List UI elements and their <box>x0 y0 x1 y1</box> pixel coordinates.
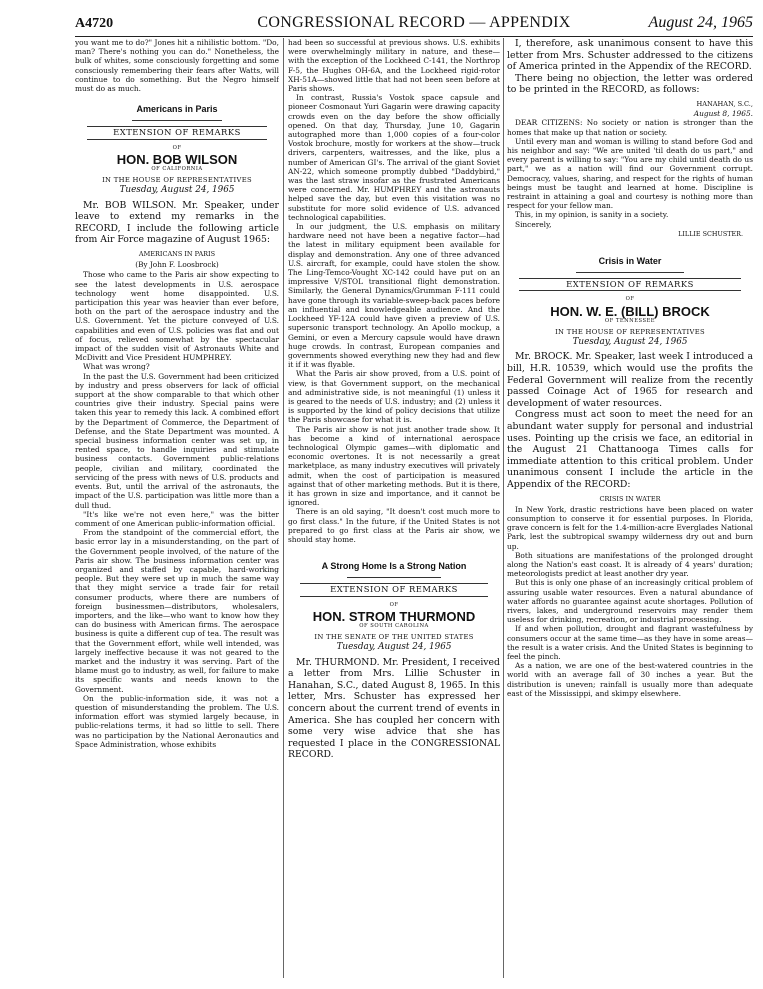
page-number: A4720 <box>75 16 114 31</box>
letter-paragraph: This, in my opinion, is sanity in a society. <box>515 210 669 220</box>
column-2 <box>288 38 500 978</box>
body-paragraph: In our judgment, the U.S. emphasis on military hardware need not have been a negative factor—had the latest in military equipment been available for display and demonstration. Any one of three advanced U.S. aircraft, for example, could have stolen the show. The Ling-Temco-Vought XC-142 could have put on an impressive V/STOL transitional flight demonstration. Similarly, the General Dynamics/Grumman F-111 could have gone through its variable-sweep-back paces before an influential and knowledgeable audience. And the Lockheed YF-12A could have given a preview of U.S. supersonic transport technology. An Apollo mockup, a Gemini, or even a Mercury capsule would have drawn huge crowds. In contrast, European companies and governments showed everything new they had and flew it if it was flyable. <box>288 222 500 370</box>
title-rule <box>347 577 440 578</box>
body-paragraph: But this is only one phase of an increasingly critical problem of assuring usable water resources. Even a natural abundance of water affords no guarantee against acute shortages. Pollution of rivers, lakes, and underground reservoirs may render them useless for drinking, recreation, or industrial processing. <box>507 578 753 625</box>
body-paragraph: In New York, drastic restrictions have been placed on water consumption to conserve it for essential purposes. In Florida, grave concern is felt for the 1.4-million-acre Everglades National Park, lest the subtropical swampy wilderness dry out and burn up. <box>507 504 753 551</box>
body-paragraph: There being no objection, the letter was ordered to be printed in the RECORD, as follows: <box>507 72 753 96</box>
body-paragraph: Both situations are manifestations of the prolonged drought along the Nation's east coast. It is already of 4 years' duration; meteorologists predict at least another dry year. <box>507 550 753 579</box>
article-title: A Strong Home Is a Strong Nation <box>321 561 467 572</box>
title-rule <box>132 120 222 121</box>
member-state: OF SOUTH CAROLINA <box>359 622 429 629</box>
body-paragraph: you want me to do?" Jones hit a nihilistic bottom. "Do, man? There's nothing you can do." Nonetheless, the bulk of whites, some consciously forgetting and some consciously remembering their fears after Watts, will continue to do something. But the Negro himself must do as much. <box>75 38 279 94</box>
chamber: IN THE SENATE OF THE UNITED STATES <box>314 633 474 642</box>
letter-place: HANAHAN, S.C., <box>696 99 753 108</box>
body-paragraph: had been so successful at previous shows. U.S. exhibits were overwhelmingly military in nature, and these—with the exception of the Lockheed C-141, the Northrop F-5, the Hughes OH-6A, and the Lockheed rigid-rotor XH-51A—showed little that had not been seen before at Paris shows. <box>288 38 500 94</box>
body-paragraph: If and when pollution, drought and flagrant wastefulness by consumers occur at the same time—as they have in some areas—the result is a water crisis. And the United States is beginning to feel the pinch. <box>507 624 753 662</box>
extension-of-remarks: EXTENSION OF REMARKS <box>87 126 267 139</box>
of-label: OF <box>172 144 182 151</box>
body-paragraph: There is an old saying, "It doesn't cost much more to go first class." In the future, if the United States is not prepared to go first class at the Paris air show, we should stay home. <box>288 507 500 544</box>
of-label: OF <box>625 296 635 303</box>
title-rule <box>576 272 684 273</box>
publication-title: CONGRESSIONAL RECORD — APPENDIX <box>257 14 571 31</box>
body-paragraph: What the Paris air show proved, from a U.S. point of view, is that Government support, on the mechanical and administrative side, is not meaningful (1) unless it is geared to the needs of U.S. industry; and (2) unless it is supported by the kind of policy decisions that utilize the Paris showcase for what it is. <box>288 369 500 425</box>
body-paragraph: The Paris air show is not just another trade show. It has become a kind of international aerospace technological Olympic games—with diplomatic and economic overtones. It is not necessarily a great marketplace, as many industry executives will privately admit, when the cost of participation is measured against that of other marketing methods. But it is there, it has grown in size and importance, and it cannot be ignored. <box>288 424 500 508</box>
lead-paragraph: Mr. BOB WILSON. Mr. Speaker, under leave to extend my remarks in the RECORD, I include the following article from Air Force magazine of August 1965: <box>75 199 279 246</box>
lead-paragraph: Mr. BROCK. Mr. Speaker, last week I introduced a bill, H.R. 10539, which would use the profits the Federal Government will realize from the recently passed Coinage Act of 1965 for research and development of water resources. <box>507 351 753 409</box>
lead-paragraph: Congress must act soon to meet the need for an abundant water supply for personal and industrial uses. Pointing up the crisis we face, an editorial in the August 21 Chattanooga Times calls for immediate attention to this critical problem. Under unanimous consent I include the article in the Appendix of the RECORD: <box>507 409 753 490</box>
sub-title: AMERICANS IN PARIS <box>138 250 216 259</box>
letter-paragraph: DEAR CITIZENS: No society or nation is stronger than the homes that make up that nation or society. <box>507 118 753 137</box>
of-label: OF <box>389 601 399 608</box>
byline: (By John F. Loosbrock) <box>135 260 219 270</box>
article-title: Americans in Paris <box>136 104 218 115</box>
body-paragraph: As a nation, we are one of the best-watered countries in the world with an average fall of 30 inches a year. But the distribution is uneven; rainfall is usually more than adequate east of the Mississippi, and skimpy elsewhere. <box>507 661 753 698</box>
page-header <box>75 10 753 36</box>
member-name: HON. STROM THURMOND <box>312 608 476 624</box>
column-3 <box>507 38 753 978</box>
lead-paragraph: Mr. THURMOND. Mr. President, I received a letter from Mrs. Lillie Schuster in Hanahan, S.C., dated August 8, 1965. In this letter, Mrs. Schuster has expressed her concern about the current trend of events in America. She has coupled her concern with some very wise advice that she has requested I place in the CONGRESSIONAL RECORD. <box>288 656 500 761</box>
issue-date: August 24, 1965 <box>648 14 753 31</box>
chamber: IN THE HOUSE OF REPRESENTATIVES <box>102 176 252 185</box>
body-paragraph: From the standpoint of the commercial effort, the basic error lay in a misunderstanding, on the part of the Government people involved, of the nature of the Paris air show. The business information center was organized and staffed by capable, hard-working people. But they were set up in much the same way that they might service a trade fair for retail consumer products, where there are numbers of foreign businessmen—distributors, wholesalers, importers, and the like—who want to know how they can do business with American firms. The aerospace business is quite a different cup of tea. The result was that the Government effort, while well intended, was largely ineffective because it was not geared to the market and the industry it was serving. Part of the blame must go to industry, as well, for failure to make its specific wants and needs known to the Government. <box>75 528 279 694</box>
header-rule <box>75 36 753 37</box>
letter-signature: LILLIE SCHUSTER. <box>678 229 743 238</box>
member-name: HON. W. E. (BILL) BROCK <box>550 303 710 319</box>
body-paragraph: I, therefore, ask unanimous consent to have this letter from Mrs. Schuster addressed to the citizens of America printed in the Appendix of the RECORD. <box>507 38 753 73</box>
member-state: OF TENNESSEE <box>604 317 656 324</box>
remarks-date: Tuesday, August 24, 1965 <box>336 642 452 653</box>
remarks-date: Tuesday, August 24, 1965 <box>572 337 688 348</box>
body-paragraph: In the past the U.S. Government had been criticized by industry and press observers for lack of official support at the show comparable to that which other countries give their industry. Special pains were taken this year to remedy this lack. A combined effort by the Department of Commerce, the Department of Defense, and the State Department was mounted. A special business information center was set up, in rented space, to handle inquiries and stimulate business contacts. Government public-relations people, civilian and military, coordinated the servicing of the press with news of U.S. products and events. But, until the arrival of the astronauts, the impact of the U.S. participation was little more than a dull thud. <box>75 371 279 510</box>
body-paragraph: In contrast, Russia's Vostok space capsule and pioneer Cosmonaut Yuri Gagarin were drawing capacity crowds even on the day before the show officially opened. On that day, Thursday, June 10, Gagarin autographed more than 1,000 copies of a four-color Vostok brochure, mostly for workers at the show—truck drivers, carpenters, waitresses, and the like, plus a number of American GI's. The arrival of the giant Soviet AN-22, which someone promptly dubbed "Daddybird," was the last straw insofar as the frustrated Americans were concerned. Mr. HUMPHREY and the astronauts helped save the day, but even this visitation was no substitute for more solid evidence of U.S. advanced technological capabilities. <box>288 93 500 222</box>
column-divider <box>503 38 504 978</box>
body-paragraph: Those who came to the Paris air show expecting to see the latest developments in U.S. aerospace technology went home disappointed. U.S. participation this year was heavier than ever before, both on the part of the aerospace industry and the U.S. Government. Yet the picture conveyed of U.S. capabilities and even of U.S. policies was flat and out of focus, relieved somewhat by the spectacular impact of the sudden visit of Astronauts White and McDivitt and Vice President HUMPHREY. <box>75 270 279 363</box>
letter-date: August 8, 1965. <box>693 109 753 119</box>
member-state: OF CALIFORNIA <box>151 166 203 173</box>
article-title: Crisis in Water <box>598 256 662 267</box>
member-name: HON. BOB WILSON <box>116 151 238 167</box>
column-divider <box>283 38 284 978</box>
body-paragraph: On the public-information side, it was not a question of misunderstanding the problem. The U.S. information effort was stymied largely because, in public-relations terms, it had so little to sell. There was no participation by the National Aeronautics and Space Administration, whose exhibits <box>75 693 279 749</box>
letter-closing: Sincerely, <box>515 219 552 229</box>
extension-of-remarks: EXTENSION OF REMARKS <box>519 278 741 291</box>
chamber: IN THE HOUSE OF REPRESENTATIVES <box>555 328 705 337</box>
extension-of-remarks: EXTENSION OF REMARKS <box>300 583 488 596</box>
column-1 <box>75 38 279 978</box>
sub-title: CRISIS IN WATER <box>599 494 661 503</box>
letter-paragraph: Until every man and woman is willing to stand before God and his neighbor and say: "We are united 'til death do us part," and every parent is willing to say: "You are my child until death do us part," we as a nation will find our Government corrupt. Democracy, values, sharing, and respect for the rights of human beings must be taught and learned at home. Discipline is restraint in attaining a goal and courtesy is nothing more than respect for your fellow man. <box>507 136 753 211</box>
remarks-date: Tuesday, August 24, 1965 <box>119 185 235 196</box>
body-paragraph: "It's like we're not even here," was the bitter comment of one American public-information official. <box>75 509 279 528</box>
body-paragraph: What was wrong? <box>83 362 150 372</box>
